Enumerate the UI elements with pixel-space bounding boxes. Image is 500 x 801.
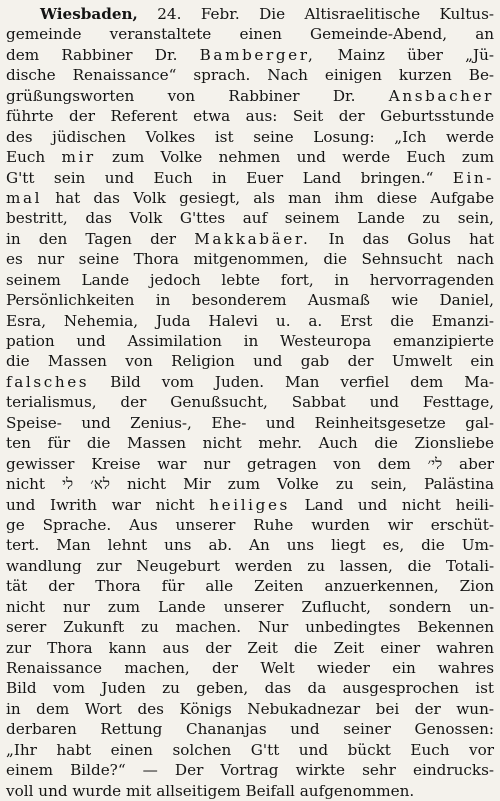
text-line: gewisser Kreise war nur getragen von dem לי׳ aber: [6, 454, 495, 473]
text-line: Persönlichkeiten in besonderem Ausmaß wie Daniel,: [6, 291, 494, 310]
text-line: gemeinde veranstaltete einen Gemeinde-Abend, an: [6, 25, 495, 44]
text-line: zur Thora kann aus der Zeit die Zeit einer wahren: [6, 638, 495, 657]
text-line: nicht לי לא׳ nicht Mir zum Volke zu sein, Palästina: [6, 475, 495, 494]
text-line: Speise- und Zenius-, Ehe- und Reinheitsgesetze gal-: [6, 413, 495, 432]
text-line: wandlung zur Neugeburt werden zu lassen, die Totali-: [6, 556, 495, 575]
text-line: Wiesbaden, 24. Febr. Die Altisraelitische Kultus-: [40, 5, 495, 23]
text-line: einem Bilde?“ — Der Vortrag wirkte sehr eindrucks-: [6, 761, 494, 780]
text-line: tät der Thora für alle Zeiten anzuerkennen, Zion: [6, 577, 495, 596]
text-line: G'tt sein und Euch in Euer Land bringen.“ Ein-: [6, 168, 495, 187]
text-line: in dem Wort des Königs Nebukadnezar bei der wun-: [6, 699, 494, 718]
text-line: dische Renaissance“ sprach. Nach einigen kurzen Be-: [6, 66, 495, 85]
text-line: nicht nur zum Lande unserer Zuflucht, sondern un-: [6, 597, 495, 616]
text-line: tert. Man lehnt uns ab. An uns liegt es, die Um-: [6, 536, 495, 555]
text-line: pation und Assimilation in Westeuropa emanzipierte: [6, 332, 494, 350]
text-line: voll und wurde mit allseitigem Beifall aufgenommen.: [6, 781, 415, 800]
text-line: serer Zukunft zu machen. Nur unbedingtes Bekennen: [6, 618, 495, 637]
text-line: in den Tagen der Makkabäer. In das Golus hat: [6, 229, 495, 248]
text-line: die Massen von Religion und gab der Umwelt ein: [6, 352, 495, 371]
text-line: mal hat das Volk gesiegt, als man ihm diese Aufgabe: [6, 188, 495, 207]
text-line: derbaren Rettung Chananjas und seiner Genossen:: [6, 720, 495, 739]
text-line: und Iwrith war nicht heiliges Land und nicht heili-: [6, 495, 495, 514]
text-line: führte der Referent etwa aus: Seit der Geburtsstunde: [6, 107, 495, 126]
text-line: bestritt, das Volk G'ttes auf seinem Lande zu sein,: [6, 209, 495, 228]
text-line: dem Rabbiner Dr. Bamberger, Mainz über „Jü-: [6, 45, 495, 64]
text-line: seinem Lande jedoch lebte fort, in hervorragenden: [6, 270, 495, 289]
text-line: ten für die Massen nicht mehr. Auch die Zionsliebe: [6, 434, 495, 453]
text-line: falsches Bild vom Juden. Man verfiel dem Ma-: [6, 372, 495, 391]
text-line: grüßungsworten von Rabbiner Dr. Ansbacher: [6, 86, 495, 105]
text-line: ge Sprache. Aus unserer Ruhe wurden wir erschüt-: [6, 515, 495, 534]
text-line: Esra, Nehemia, Juda Halevi u. a. Erst die Emanzi-: [6, 311, 494, 330]
text-line: Bild vom Juden zu geben, das da ausgesprochen ist: [6, 679, 495, 698]
text-line: des jüdischen Volkes ist seine Losung: „Ich werde: [6, 127, 495, 146]
text-line: Renaissance machen, der Welt wieder ein wahres: [6, 659, 495, 677]
text-line: es nur seine Thora mitgenommen, die Sehnsucht nach: [6, 250, 495, 269]
text-line: Euch mir zum Volke nehmen und werde Euch zum: [6, 148, 495, 167]
text-line: „Ihr habt einen solchen G'tt und bückt Euch vor: [6, 740, 495, 759]
text-line: terialismus, der Genußsucht, Sabbat und Festtage,: [6, 393, 495, 412]
article-body: [6, 4, 494, 801]
